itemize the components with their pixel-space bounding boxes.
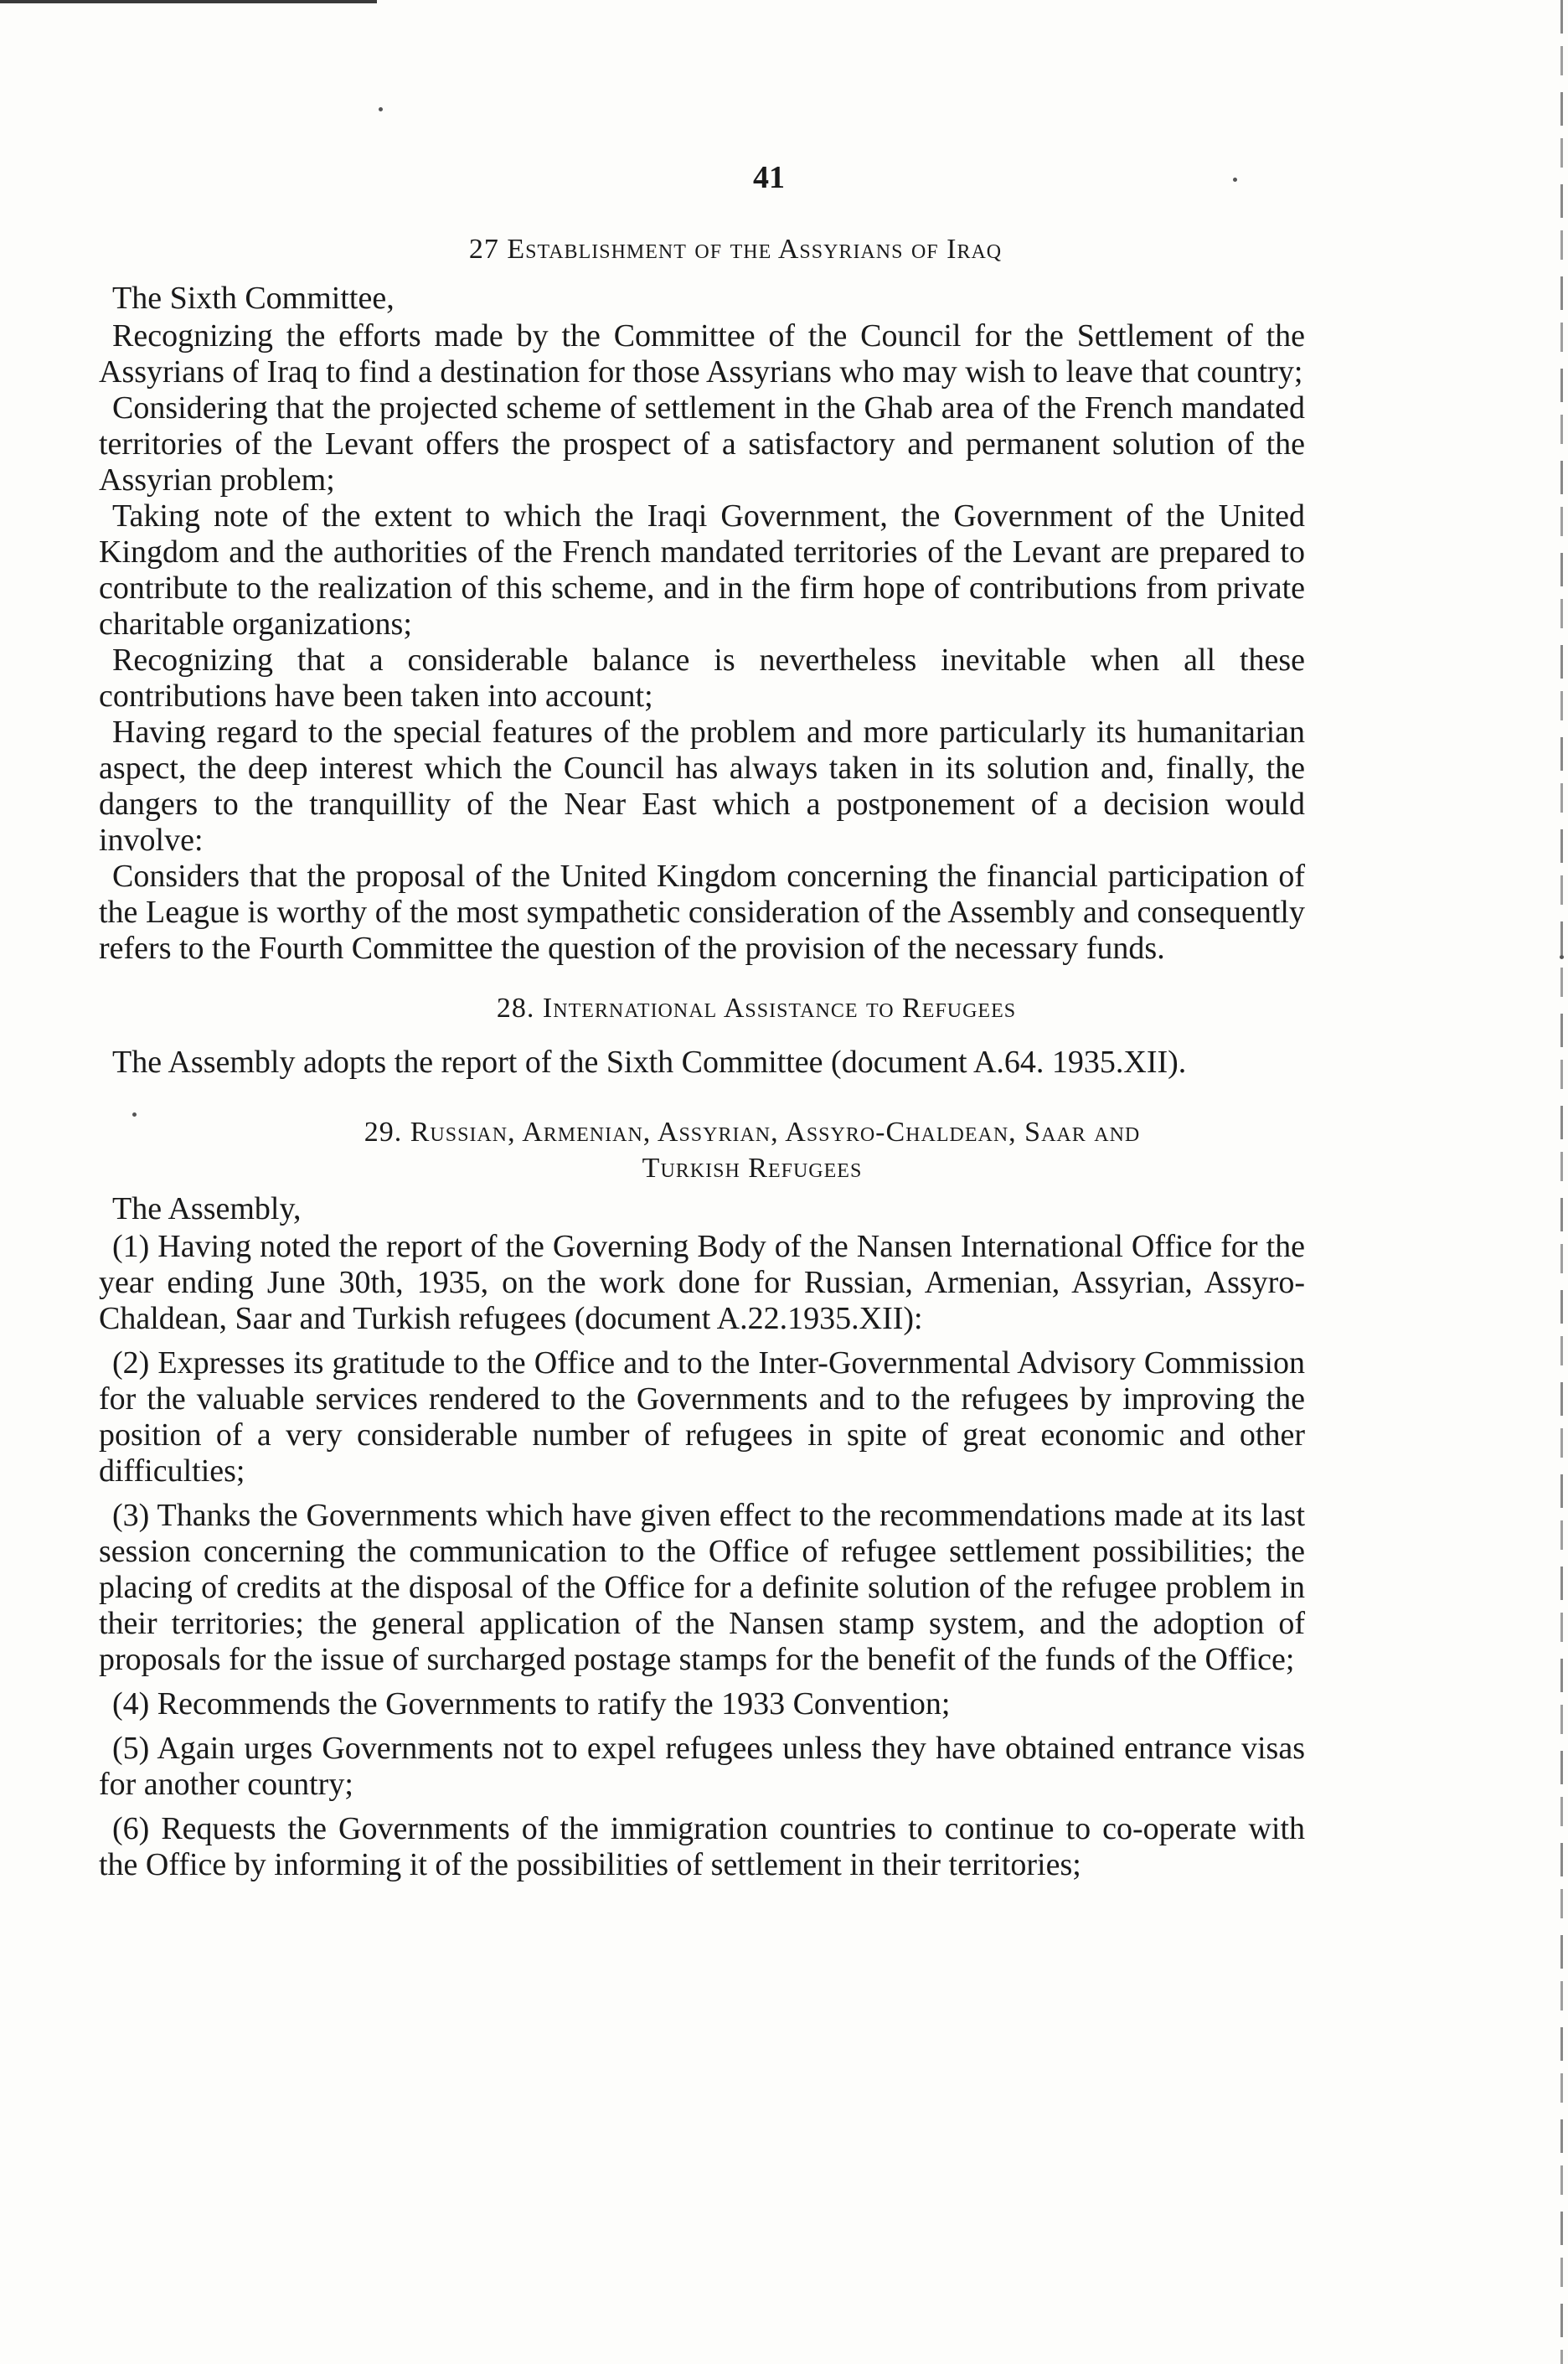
- section-28-paragraph: The Assembly adopts the report of the Sixth Committee (document A.64. 1935.XII).: [112, 1045, 1187, 1080]
- section-29-heading-line2: Turkish Refugees: [642, 1153, 863, 1184]
- numbered-item: (6) Requests the Governments of the immigration countries to continue to co-operate with the Office by informing it of the possibilities of settlement in their territories;: [99, 1811, 1305, 1882]
- section-29-opener: The Assembly,: [112, 1191, 302, 1226]
- numbered-item: (4) Recommends the Governments to ratify the 1933 Convention;: [112, 1686, 951, 1721]
- section-28-heading: 28. International Assistance to Refugees: [496, 993, 1017, 1024]
- scan-edge-top: [0, 0, 377, 3]
- resolution-paragraph: Considers that the proposal of the United Kingdom concerning the financial participation of the League is worthy of the most sympathetic consideration of the Assembly and consequently refers to the Fourth Committee the question of the provision of the necessary funds.: [99, 859, 1305, 966]
- section-29: [99, 1114, 1305, 1883]
- section-27: [99, 231, 1305, 967]
- section-27-opener: The Sixth Committee,: [112, 281, 395, 316]
- page-number: 41: [753, 160, 785, 195]
- section-27-heading: 27 Establishment of the Assyrians of Iraq: [468, 234, 1003, 265]
- numbered-item: (3) Thanks the Governments which have given effect to the recommendations made at its last session concerning the communication to the Office of refugee settlement possibilities; the placing of credits at the disposal of the Office for a definite solution of the refugee problem in their territories; the general application of the Nansen stamp system, and the adoption of proposals for the issue of surcharged postage stamps for the benefit of the funds of the Office;: [99, 1498, 1305, 1677]
- numbered-item: (2) Expresses its gratitude to the Office and to the Inter-Governmental Advisory Commission for the valuable services rendered to the Governments and to the refugees by improving the position of a very considerable number of refugees in spite of great economic and other difficulties;: [99, 1345, 1305, 1489]
- scan-edge-right: [1560, 0, 1563, 2364]
- resolution-paragraph: Recognizing the efforts made by the Committee of the Council for the Settlement of the Assyrians of Iraq to find a destination for those Assyrians who may wish to leave that country;: [99, 318, 1305, 390]
- numbered-item: (1) Having noted the report of the Governing Body of the Nansen International Office for the year ending June 30th, 1935, on the work done for Russian, Armenian, Assyrian, Assyro-Chaldean, Saar and Turkish refugees (document A.22.1935.XII):: [99, 1229, 1305, 1336]
- section-29-heading-line1: 29. Russian, Armenian, Assyrian, Assyro-Chaldean, Saar and: [364, 1117, 1141, 1148]
- numbered-item: (5) Again urges Governments not to expel refugees unless they have obtained entrance visas for another country;: [99, 1731, 1305, 1802]
- scan-speck: [1560, 955, 1564, 959]
- scan-speck: [379, 107, 383, 111]
- section-28: [99, 990, 1305, 1081]
- resolution-paragraph: Considering that the projected scheme of settlement in the Ghab area of the French mandated territories of the Levant offers the prospect of a satisfactory and permanent solution of the Assyrian problem;: [99, 390, 1305, 498]
- document-body: [99, 159, 1305, 1892]
- resolution-paragraph: Taking note of the extent to which the Iraqi Government, the Government of the United Kingdom and the authorities of the French mandated territories of the Levant are prepared to contribute to the realization of this scheme, and in the firm hope of contributions from private charitable organizations;: [99, 498, 1305, 642]
- resolution-paragraph: Recognizing that a considerable balance is nevertheless inevitable when all these contributions have been taken into account;: [99, 643, 1305, 714]
- resolution-paragraph: Having regard to the special features of the problem and more particularly its humanitarian aspect, the deep interest which the Council has always taken in its solution and, finally, the dangers to the tranquillity of the Near East which a postponement of a decision would involve:: [99, 715, 1305, 858]
